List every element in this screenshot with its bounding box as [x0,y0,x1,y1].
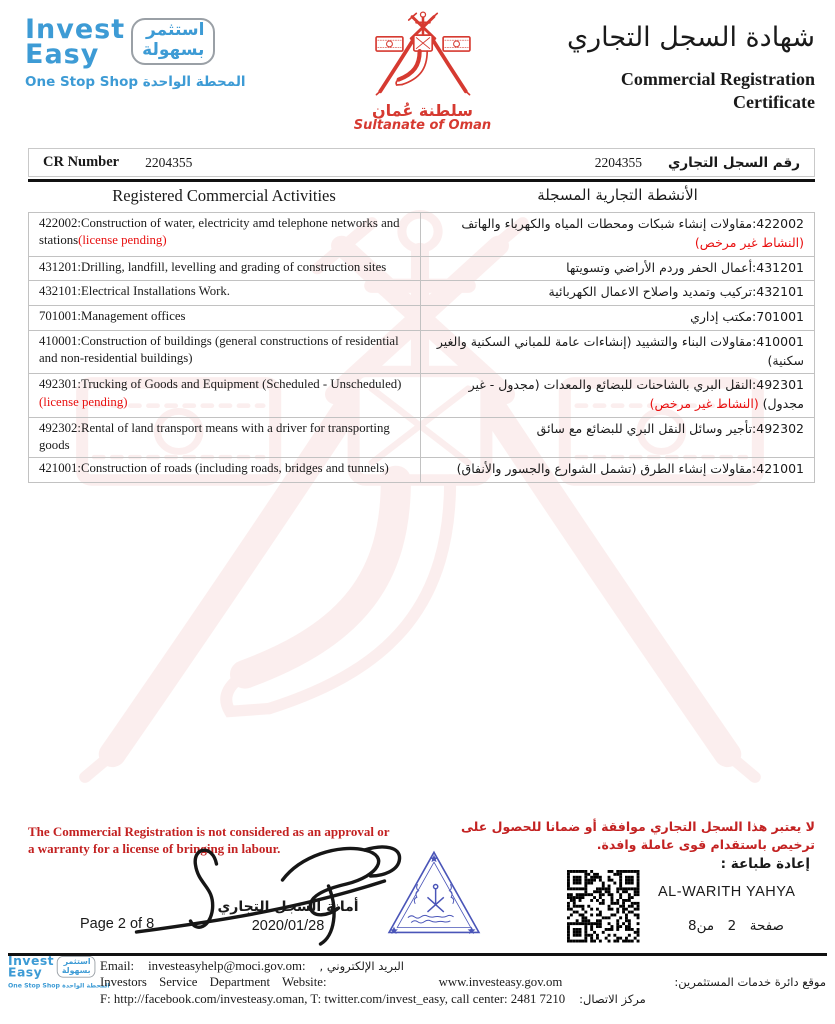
activity-arabic: 410001:مقاولات البناء والتشييد (إنشاءات عامة للمباني السكنية والغير سكنية) [436,333,804,368]
header-divider-rule [28,179,815,182]
activity-english: 422002:Construction of water, electricity amd telephone networks and stations(license pending) [29,213,421,256]
activity-arabic: 492301:النقل البري بالشاحنات للبضائع والمعدات (مجدول - غير مجدول) (النشاط غير مرخص) [468,377,804,411]
activity-english: 421001:Construction of roads (including roads, bridges and tunnels) [29,458,421,482]
logo-tagline: One Stop Shop المحطة الواحدة [25,73,246,90]
qr-code [567,870,640,948]
activity-english: 701001:Management offices [29,306,421,330]
activity-arabic: 432101:تركيب وتمديد واصلاح الاعمال الكهربائية [548,284,804,300]
footer-website-line [100,974,826,990]
logo-english-text: Invest Easy [25,14,126,70]
activity-english: 410001:Construction of buildings (general constructions of residential and non-residential buildings) [29,331,421,374]
printed-by-name: AL-WARITH YAHYA [658,884,796,900]
logo-arabic-text: استثمر بسهولة [131,18,215,65]
website-url: www.investeasy.gov.om [438,975,563,990]
activity-english: 432101:Electrical Installations Work. [29,281,421,305]
activities-heading-ar: الأنشطة التجارية المسجلة [537,186,698,204]
footer-logo: Invest Easy استثمر بسهولة One Stop Shop المحطة الواحدة [8,954,110,989]
activity-row [29,213,814,256]
activities-heading-en: Registered Commercial Activities [112,186,336,205]
reprint-label: إعادة طباعة : [720,856,810,872]
certificate-title-arabic: شهادة السجل التجاري [566,22,815,53]
email-label-arabic: البريد الإلكتروني , [319,959,404,973]
invest-easy-logo [25,14,246,90]
activity-row [29,417,814,458]
activity-arabic: 492302:تأجير وسائل النقل البري للبضائع مع سائق [536,420,804,436]
disclaimer-arabic: لا يعتبر هذا السجل التجاري موافقة أو ضمانا للحصول على ترخيص باستقدام قوى عاملة وافدة. [461,819,815,853]
activity-row [29,280,814,305]
emblem-caption-english: Sultanate of Oman [353,118,492,133]
activity-arabic: 421001:مقاولات إنشاء الطرق (تشمل الشوارع والجسور والأنفاق) [456,461,804,477]
department-label: Investors Service Department Website: [100,975,327,990]
footer-email-line [100,958,826,974]
official-stamp [385,842,483,946]
activity-english: 492301:Trucking of Goods and Equipment (Scheduled - Unscheduled)(license pending) [29,374,421,417]
email-value: investeasyhelp@moci.gov.om: [148,959,306,973]
cr-number-row [28,148,815,177]
website-label-arabic: موقع دائرة خدمات المستثمرين: [674,975,826,990]
activity-arabic: 431201:أعمال الحفر وردم الأراضي وتسويتها [566,259,804,275]
cr-number-value-left: 2204355 [145,154,193,170]
activity-arabic: 422002:مقاولات إنشاء شبكات ومحطات المياه والكهرباء والهاتف (النشاط غير مرخص) [461,216,804,250]
page-indicator-arabic: صفحة 2 من8 [688,918,784,934]
activity-row [29,330,814,374]
activity-row [29,373,814,417]
cr-number-label-en: CR Number [43,154,120,170]
page-indicator-english: Page 2 of 8 [80,916,155,932]
email-label: Email: [100,959,135,973]
activity-arabic: 701001:مكتب إداري [690,309,804,324]
footer-social-line [100,991,826,1007]
cr-number-value-right: 2204355 [594,154,643,170]
disclaimer-english: The Commercial Registration is not considered as an approval or a warranty for a license of bringing in labour. [28,824,390,856]
certificate-title-english: Commercial Registration Certificate [620,69,815,112]
registrar-title-arabic: أمانة السجل التجاري [217,899,359,915]
cr-number-label-ar: رقم السجل التجاري [668,154,800,171]
social-links: F: http://facebook.com/investeasy.oman, T: twitter.com/invest_easy, call center: 2481 7210 [100,991,566,1006]
activities-table [28,212,815,483]
activity-english: 492302:Rental of land transport means with a driver for transporting goods [29,418,421,458]
activity-row [29,457,814,482]
registrar-block [208,899,368,934]
activity-row [29,256,814,281]
issue-date: 2020/01/28 [251,918,325,934]
footer-contact-block [100,958,826,1007]
call-center-label-arabic: مركز الاتصال: [579,991,646,1006]
activity-row [29,305,814,330]
emblem-caption-arabic: سلطنة عُمان [372,101,473,120]
activity-english: 431201:Drilling, landfill, levelling and grading of construction sites [29,257,421,281]
